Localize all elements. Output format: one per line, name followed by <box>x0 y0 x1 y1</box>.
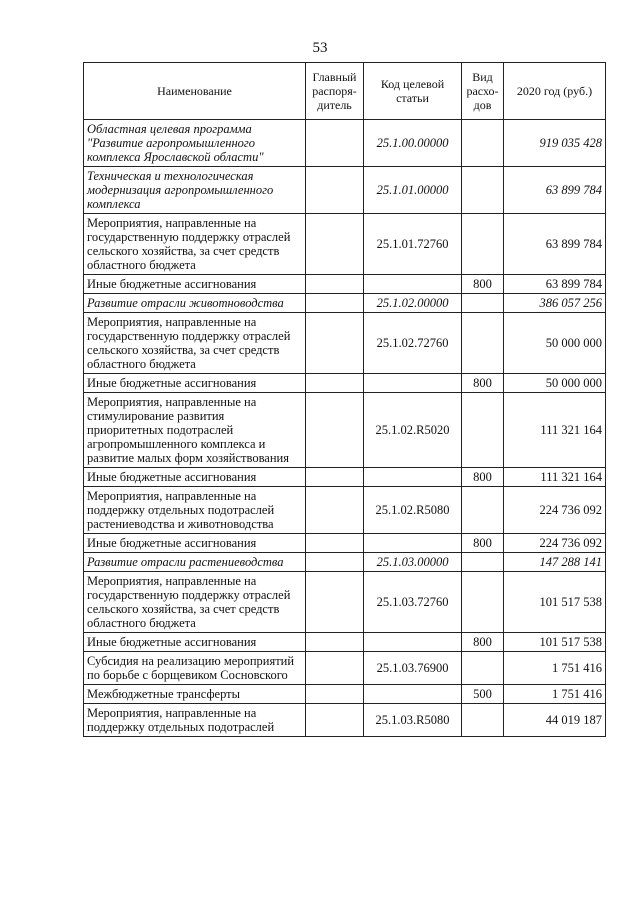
cell-type <box>462 167 504 214</box>
cell-name: Иные бюджетные ассигнования <box>84 534 306 553</box>
cell-type: 800 <box>462 633 504 652</box>
cell-manager <box>306 275 364 294</box>
table-row <box>84 704 606 737</box>
cell-amount: 147 288 141 <box>504 553 606 572</box>
table-row <box>84 313 606 374</box>
table-row <box>84 214 606 275</box>
cell-code: 25.1.00.00000 <box>364 120 462 167</box>
cell-amount: 50 000 000 <box>504 313 606 374</box>
cell-code <box>364 374 462 393</box>
cell-type <box>462 572 504 633</box>
cell-type <box>462 652 504 685</box>
cell-name: Мероприятия, направленные на поддержку отдельных подотраслей <box>84 704 306 737</box>
cell-name: Иные бюджетные ассигнования <box>84 633 306 652</box>
cell-amount: 101 517 538 <box>504 633 606 652</box>
header-type: Вид расхо-дов <box>462 63 504 120</box>
cell-type <box>462 704 504 737</box>
cell-amount: 63 899 784 <box>504 167 606 214</box>
table-row <box>84 294 606 313</box>
table-row <box>84 534 606 553</box>
cell-name: Иные бюджетные ассигнования <box>84 275 306 294</box>
cell-name: Мероприятия, направленные на государственную поддержку отраслей сельского хозяйства, за счет средств областного бюджета <box>84 572 306 633</box>
cell-manager <box>306 393 364 468</box>
table-row <box>84 374 606 393</box>
cell-type <box>462 120 504 167</box>
header-amount: 2020 год (руб.) <box>504 63 606 120</box>
cell-amount: 50 000 000 <box>504 374 606 393</box>
cell-type <box>462 487 504 534</box>
cell-code <box>364 633 462 652</box>
cell-amount: 63 899 784 <box>504 214 606 275</box>
cell-amount: 919 035 428 <box>504 120 606 167</box>
cell-manager <box>306 553 364 572</box>
header-code: Код целевой статьи <box>364 63 462 120</box>
cell-name: Техническая и технологическая модернизация агропромышленного комплекса <box>84 167 306 214</box>
cell-code: 25.1.02.R5020 <box>364 393 462 468</box>
table-row <box>84 167 606 214</box>
cell-name: Развитие отрасли животноводства <box>84 294 306 313</box>
cell-code <box>364 685 462 704</box>
cell-code <box>364 534 462 553</box>
cell-name: Мероприятия, направленные на поддержку отдельных подотраслей растениеводства и животноводства <box>84 487 306 534</box>
cell-manager <box>306 633 364 652</box>
cell-manager <box>306 487 364 534</box>
cell-amount: 111 321 164 <box>504 468 606 487</box>
cell-name: Субсидия на реализацию мероприятий по борьбе с борщевиком Сосновского <box>84 652 306 685</box>
table-row <box>84 553 606 572</box>
cell-manager <box>306 294 364 313</box>
cell-code: 25.1.01.72760 <box>364 214 462 275</box>
cell-code: 25.1.03.R5080 <box>364 704 462 737</box>
cell-code <box>364 468 462 487</box>
cell-type: 800 <box>462 275 504 294</box>
cell-name: Межбюджетные трансферты <box>84 685 306 704</box>
cell-name: Областная целевая программа "Развитие агропромышленного комплекса Ярославской области" <box>84 120 306 167</box>
table-header-row <box>84 63 606 120</box>
cell-type: 800 <box>462 534 504 553</box>
cell-manager <box>306 374 364 393</box>
cell-amount: 101 517 538 <box>504 572 606 633</box>
table-row <box>84 393 606 468</box>
cell-type <box>462 294 504 313</box>
cell-name: Мероприятия, направленные на государственную поддержку отраслей сельского хозяйства, за счет средств областного бюджета <box>84 313 306 374</box>
cell-manager <box>306 704 364 737</box>
table-row <box>84 468 606 487</box>
table-body <box>84 120 606 737</box>
cell-type: 500 <box>462 685 504 704</box>
cell-amount: 44 019 187 <box>504 704 606 737</box>
cell-name: Иные бюджетные ассигнования <box>84 468 306 487</box>
table-row <box>84 633 606 652</box>
cell-code: 25.1.02.00000 <box>364 294 462 313</box>
cell-name: Развитие отрасли растениеводства <box>84 553 306 572</box>
cell-code: 25.1.03.72760 <box>364 572 462 633</box>
cell-code <box>364 275 462 294</box>
cell-code: 25.1.02.R5080 <box>364 487 462 534</box>
cell-code: 25.1.01.00000 <box>364 167 462 214</box>
cell-manager <box>306 534 364 553</box>
cell-code: 25.1.03.76900 <box>364 652 462 685</box>
table-row <box>84 275 606 294</box>
cell-manager <box>306 468 364 487</box>
cell-type <box>462 214 504 275</box>
cell-amount: 224 736 092 <box>504 487 606 534</box>
page-number: 53 <box>312 40 328 56</box>
cell-type <box>462 313 504 374</box>
cell-name: Иные бюджетные ассигнования <box>84 374 306 393</box>
table-row <box>84 487 606 534</box>
cell-type <box>462 393 504 468</box>
cell-manager <box>306 652 364 685</box>
table-row <box>84 685 606 704</box>
cell-amount: 1 751 416 <box>504 652 606 685</box>
cell-type: 800 <box>462 374 504 393</box>
cell-amount: 111 321 164 <box>504 393 606 468</box>
cell-amount: 63 899 784 <box>504 275 606 294</box>
cell-manager <box>306 120 364 167</box>
budget-table <box>83 62 606 737</box>
cell-amount: 1 751 416 <box>504 685 606 704</box>
cell-code: 25.1.03.00000 <box>364 553 462 572</box>
cell-name: Мероприятия, направленные на стимулирование развития приоритетных подотраслей агропромышленного комплекса и развитие малых форм хозяйствования <box>84 393 306 468</box>
cell-type: 800 <box>462 468 504 487</box>
cell-manager <box>306 167 364 214</box>
table-row <box>84 652 606 685</box>
header-name: Наименование <box>84 63 306 120</box>
cell-manager <box>306 214 364 275</box>
cell-amount: 224 736 092 <box>504 534 606 553</box>
cell-manager <box>306 685 364 704</box>
cell-code: 25.1.02.72760 <box>364 313 462 374</box>
header-manager: Главный распоря-дитель <box>306 63 364 120</box>
table-row <box>84 572 606 633</box>
cell-name: Мероприятия, направленные на государственную поддержку отраслей сельского хозяйства, за счет средств областного бюджета <box>84 214 306 275</box>
cell-type <box>462 553 504 572</box>
cell-manager <box>306 572 364 633</box>
cell-manager <box>306 313 364 374</box>
table-row <box>84 120 606 167</box>
cell-amount: 386 057 256 <box>504 294 606 313</box>
